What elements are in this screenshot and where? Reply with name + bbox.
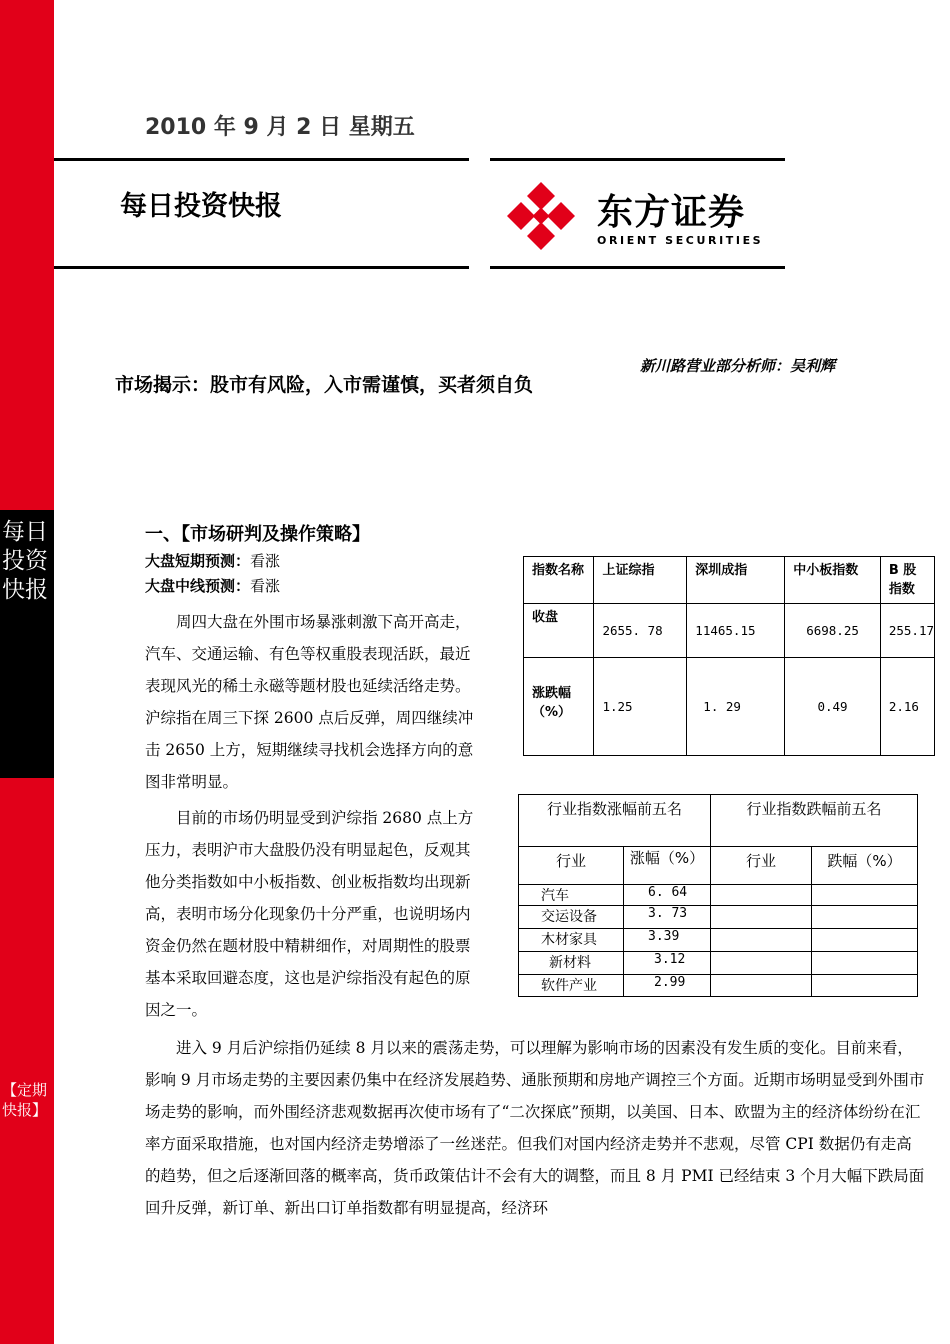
index-close-table xyxy=(523,556,935,756)
analyst-credit: 新川路营业部分析师：吴利辉 xyxy=(640,357,836,375)
industry-col-rise: 涨幅（%） xyxy=(624,847,711,885)
orient-securities-logo xyxy=(505,180,775,254)
industry-row-empty xyxy=(812,929,918,952)
mid-term-forecast xyxy=(145,575,280,596)
index-table-header-b: B 股指数 xyxy=(880,557,934,604)
table-row xyxy=(519,952,918,975)
header-rule-left-top xyxy=(54,158,469,161)
industry-top-gainers-header: 行业指数涨幅前五名 xyxy=(519,795,711,847)
table-row xyxy=(519,885,918,906)
industry-row-empty xyxy=(711,952,812,975)
logo-emblem-icon xyxy=(505,180,577,252)
industry-ranking-table xyxy=(518,794,918,997)
sidebar-period-label: 【定期快报】 xyxy=(2,1081,48,1119)
industry-row-empty xyxy=(711,885,812,906)
sidebar-red-band-top xyxy=(0,0,54,510)
industry-row-name: 汽车 xyxy=(519,885,624,906)
short-term-forecast-label: 大盘短期预测： xyxy=(145,552,251,570)
mid-term-forecast-value: 看涨 xyxy=(250,577,281,595)
industry-top-losers-header: 行业指数跌幅前五名 xyxy=(711,795,918,847)
header-rule-right-top xyxy=(490,158,785,161)
paragraph-market-review: 周四大盘在外围市场暴涨刺激下高开高走，汽车、交通运输、有色等权重股表现活跃，最近表现风光的稀土永磁等题材股也延续活络走势。沪综指在周三下探 2600 点后反弹，周四继续冲击 2650 上方，短期继续寻找机会选择方向的意图非常明显。 xyxy=(145,613,474,791)
index-table-close-sh: 2655. 78 xyxy=(594,604,687,658)
table-row xyxy=(519,975,918,997)
index-table-change-sh: 1.25 xyxy=(594,658,687,756)
industry-row-rise: 6. 64 xyxy=(624,885,711,906)
market-disclaimer-headline: 市场揭示：股市有风险，入市需谨慎，买者须自负 xyxy=(115,374,534,396)
industry-row-name: 木材家具 xyxy=(519,929,624,952)
industry-row-empty xyxy=(812,885,918,906)
paragraph-market-analysis: 目前的市场仍明显受到沪综指 2680 点上方压力，表明沪市大盘股仍没有明显起色，反观其他分类指数如中小板指数、创业板指数均出现新高，表明市场分化现象仍十分严重，也说明场内资金仍然在题材股中精耕细作，对周期性的股票基本采取回避态度，这也是沪综指没有起色的原因之一。 xyxy=(145,809,474,1019)
industry-row-rise: 3. 73 xyxy=(624,906,711,929)
industry-row-empty xyxy=(812,975,918,997)
index-table-header-sme: 中小板指数 xyxy=(785,557,881,604)
index-table-change-b: 2.16 xyxy=(880,658,934,756)
index-table-header-sh: 上证综指 xyxy=(594,557,687,604)
index-table-close-sme: 6698.25 xyxy=(785,604,881,658)
index-table-close-sz: 11465.15 xyxy=(687,604,785,658)
industry-row-rise: 3.39 xyxy=(624,929,711,952)
report-date: 2010 年 9 月 2 日 星期五 xyxy=(145,115,415,140)
index-table-close-b: 255.17 xyxy=(880,604,934,658)
industry-row-empty xyxy=(711,975,812,997)
report-title: 每日投资快报 xyxy=(120,191,282,222)
short-term-forecast xyxy=(145,550,280,571)
header-rule-right-bottom xyxy=(490,266,785,269)
short-term-forecast-value: 看涨 xyxy=(250,552,281,570)
table-row xyxy=(519,929,918,952)
industry-col-fall: 跌幅（%） xyxy=(812,847,918,885)
industry-row-empty xyxy=(812,952,918,975)
industry-row-rise: 3.12 xyxy=(624,952,711,975)
industry-row-name: 新材料 xyxy=(519,952,624,975)
index-table-header-name: 指数名称 xyxy=(524,557,594,604)
sidebar-report-title: 每日投资快报 xyxy=(2,519,48,603)
logo-english-name: ORIENT SECURITIES xyxy=(597,234,764,247)
industry-row-empty xyxy=(711,929,812,952)
industry-row-name: 软件产业 xyxy=(519,975,624,997)
industry-col-industry: 行业 xyxy=(519,847,624,885)
sidebar-red-band-bottom xyxy=(0,778,54,1344)
index-table-header-sz: 深圳成指 xyxy=(687,557,785,604)
logo-chinese-name: 东方证券 xyxy=(597,192,746,233)
paragraph-september-outlook: 进入 9 月后沪综指仍延续 8 月以来的震荡走势，可以理解为影响市场的因素没有发生质的变化。目前来看，影响 9 月市场走势的主要因素仍集中在经济发展趋势、通胀预期和房地产调控三个方面。近期市场明显受到外围市场走势的影响，而外围经济悲观数据再次使市场有了“二次探底”预期，以美国、日本、欧盟为主的经济体纷纷在汇率方面采取措施，也对国内经济走势增添了一丝迷茫。但我们对国内经济走势并不悲观，尽管 CPI 数据仍有走高的趋势，但之后逐渐回落的概率高，货币政策估计不会有大的调整，而且 8 月 PMI 已经结束 3 个月大幅下跌局面回升反弹，新订单、新出口订单指数都有明显提高，经济环 xyxy=(145,1039,925,1217)
industry-col-industry-2: 行业 xyxy=(711,847,812,885)
header-rule-left-bottom xyxy=(54,266,469,269)
section-heading-market-strategy: 一、【市场研判及操作策略】 xyxy=(145,524,370,545)
industry-row-rise: 2.99 xyxy=(624,975,711,997)
index-table-close-label: 收盘 xyxy=(524,604,594,658)
industry-row-empty xyxy=(812,906,918,929)
table-row xyxy=(519,906,918,929)
industry-row-empty xyxy=(711,906,812,929)
index-table-change-label: 涨跌幅（%） xyxy=(524,658,594,756)
index-table-change-sz: 1. 29 xyxy=(687,658,785,756)
industry-row-name: 交运设备 xyxy=(519,906,624,929)
index-table-change-sme: 0.49 xyxy=(785,658,881,756)
mid-term-forecast-label: 大盘中线预测： xyxy=(145,577,251,595)
